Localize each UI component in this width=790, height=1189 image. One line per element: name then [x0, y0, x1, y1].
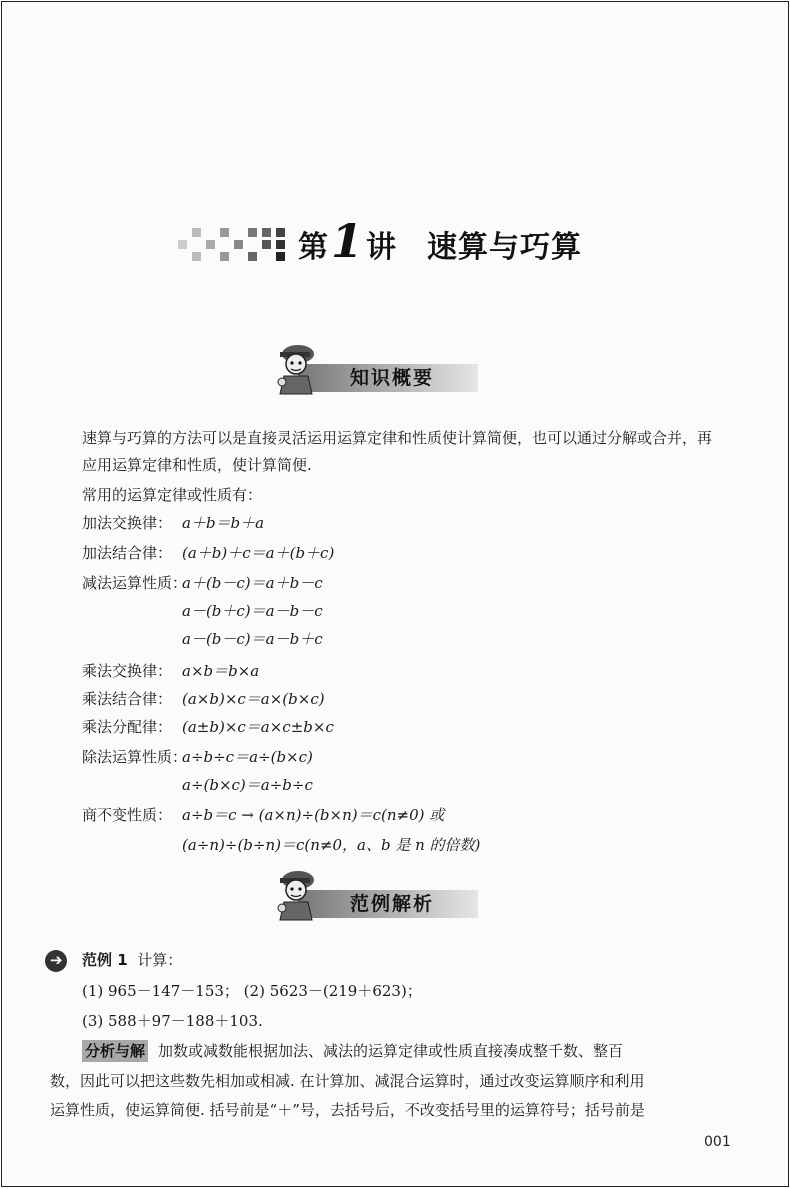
section-header-examples: [270, 866, 480, 922]
law-row: [82, 600, 323, 622]
law-label: 加法交换律：: [82, 514, 173, 532]
analysis-line-2: 数，因此可以把这些数先相加或相减. 在计算加、减混合运算时，通过改变运算顺序和利用: [50, 1072, 645, 1090]
law-label: 乘法结合律：: [82, 690, 173, 708]
page-number: 001: [704, 1134, 731, 1150]
law-row: [82, 804, 444, 826]
law-formula: (a±b)×c＝a×c±b×c: [182, 718, 334, 736]
law-label: 乘法分配律：: [82, 718, 173, 736]
law-row: [82, 660, 259, 682]
chapter-number: 1: [331, 214, 365, 268]
law-label: 加法结合律：: [82, 544, 173, 562]
law-label: 除法运算性质：: [82, 748, 188, 766]
chapter-suffix: 讲: [366, 230, 398, 265]
chapter-heading: [174, 214, 582, 270]
law-formula: a－(b＋c)＝a－b－c: [182, 602, 323, 620]
law-formula: a＋(b－c)＝a＋b－c: [182, 574, 323, 592]
law-row: [82, 512, 264, 534]
law-formula: (a×b)×c＝a×(b×c): [182, 690, 325, 708]
law-row: [82, 746, 313, 768]
example-line-1: (1) 965－147－153； (2) 5623－(219＋623)；: [82, 982, 422, 1000]
chapter-name: 速算与巧算: [427, 230, 583, 265]
mascot-boy-icon: [270, 340, 326, 396]
section-header-overview: [270, 340, 480, 396]
chapter-prefix: 第: [298, 230, 329, 265]
section-title: 知识概要: [350, 367, 435, 389]
law-row: [82, 572, 323, 594]
intro-text: 速算与巧算的方法可以是直接灵活运用运算定律和性质使计算简便，也可以通过分解或合并，再应用运算定律和性质，使计算简便.: [82, 429, 713, 474]
common-laws-heading: 常用的运算定律或性质有：: [82, 486, 263, 504]
example-label: 范例 1: [82, 951, 128, 969]
analysis-tag: 分析与解: [82, 1040, 148, 1062]
law-formula: a－(b－c)＝a－b＋c: [182, 630, 323, 648]
arrow-right-circle-icon: ➔: [45, 950, 67, 972]
chapter-title: [298, 214, 583, 268]
law-formula: a÷(b×c)＝a÷b÷c: [182, 776, 313, 794]
analysis-line-1: [82, 1040, 623, 1062]
law-row: [82, 628, 323, 650]
law-formula: a×b＝b×a: [182, 662, 260, 680]
intro-paragraph: [82, 425, 722, 479]
law-formula: a＋b＝b＋a: [182, 514, 265, 532]
law-row: [82, 774, 313, 796]
law-formula: a÷b＝c → (a×n)÷(b×n)＝c(n≠0) 或: [182, 806, 445, 824]
law-formula: (a÷n)÷(b÷n)＝c(n≠0，a、b 是 n 的倍数): [182, 836, 481, 854]
example-line-2: (3) 588＋97－188＋103.: [82, 1012, 263, 1030]
law-row: [82, 716, 334, 738]
decorative-squares-icon: [174, 218, 294, 266]
law-label: 商不变性质：: [82, 806, 173, 824]
law-row: [82, 542, 334, 564]
law-formula: a÷b÷c＝a÷(b×c): [182, 748, 313, 766]
analysis-text-1: 加数或减数能根据加法、减法的运算定律或性质直接凑成整千数、整百: [158, 1042, 624, 1060]
example-title: [82, 948, 182, 972]
law-formula: (a＋b)＋c＝a＋(b＋c): [182, 544, 335, 562]
example-prompt: 计算：: [137, 951, 183, 969]
analysis-line-3: 运算性质，使运算简便. 括号前是“＋”号，去括号后，不改变括号里的运算符号；括号前是: [50, 1101, 645, 1119]
law-row: [82, 688, 325, 710]
law-row: [82, 834, 480, 856]
law-label: 乘法交换律：: [82, 662, 173, 680]
section-title: 范例解析: [350, 893, 435, 915]
law-label: 减法运算性质：: [82, 574, 188, 592]
mascot-boy-icon: [270, 866, 326, 922]
page: [1, 1, 789, 1187]
